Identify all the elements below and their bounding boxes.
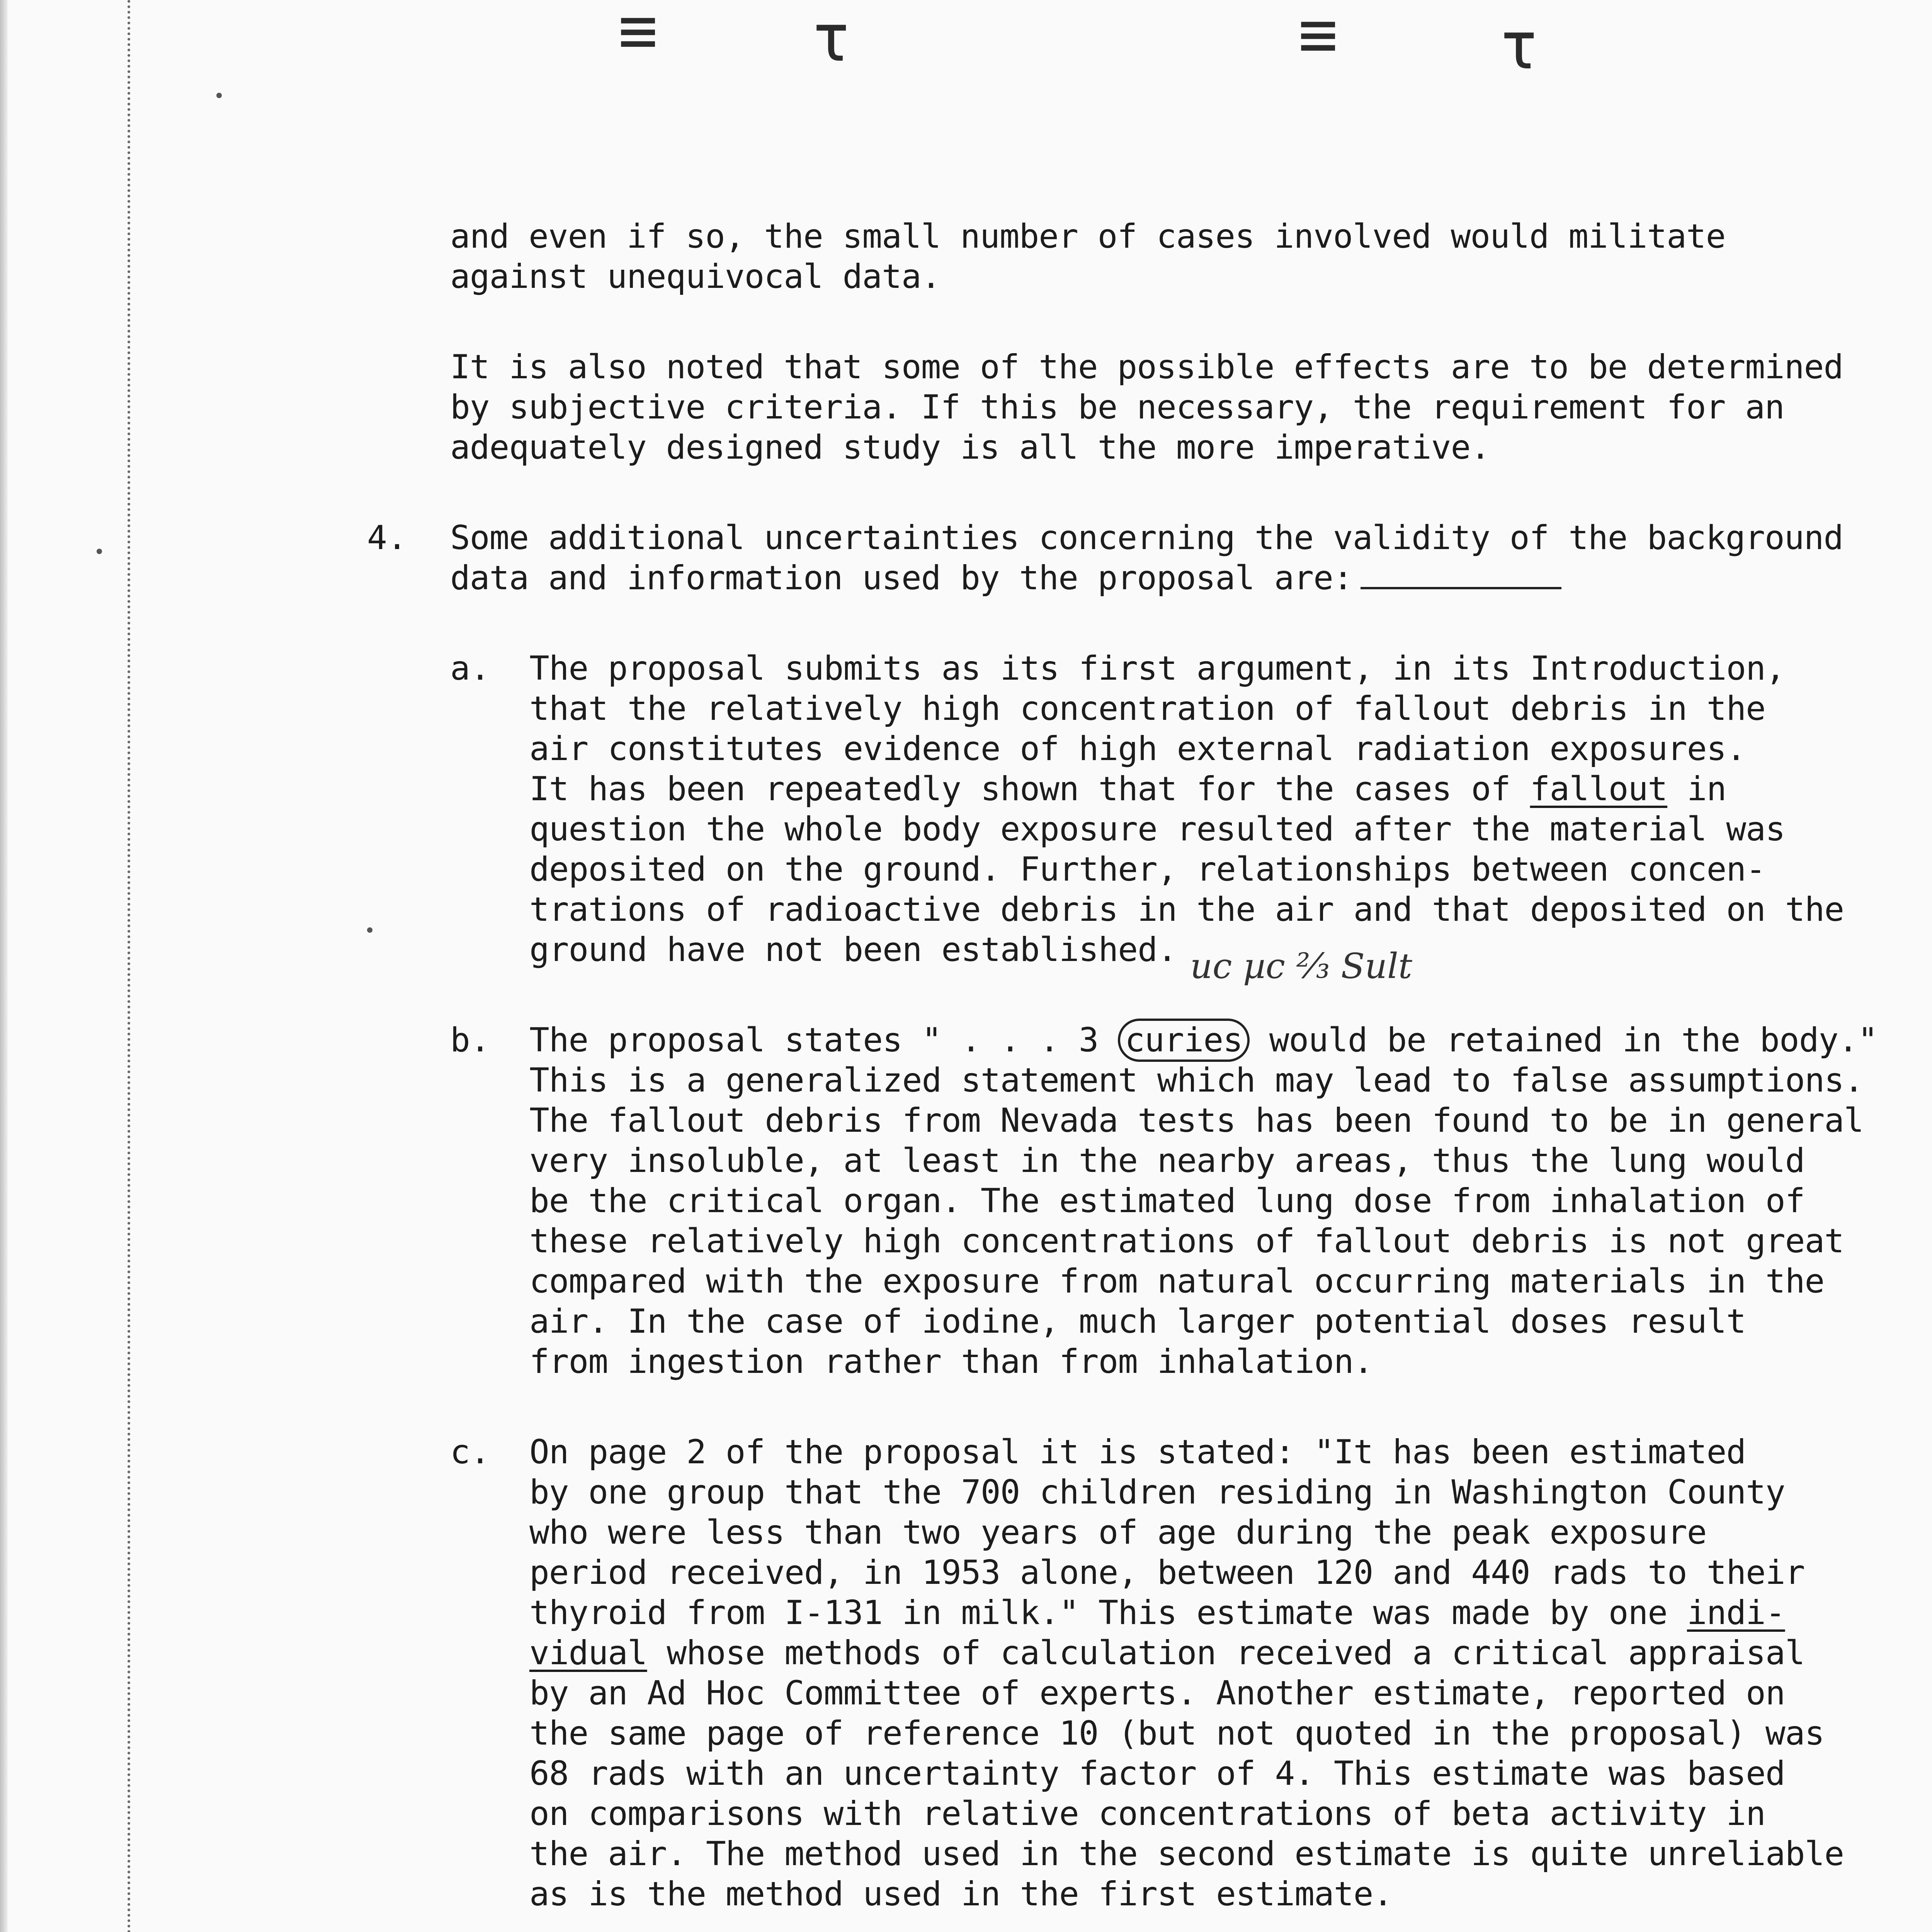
top-mark-2: τ (811, 0, 851, 77)
text-line: It has been repeatedly shown that for the cases of fallout in (529, 770, 1726, 808)
text-line: air. In the case of iodine, much larger potential doses result (529, 1302, 1746, 1341)
handwritten-note: uc µc ⅔ Sult (1190, 946, 1412, 986)
text-line: compared with the exposure from natural occurring materials in the (529, 1262, 1825, 1301)
text-line: who were less than two years of age during the peak exposure (529, 1513, 1707, 1552)
text-line: from ingestion rather than from inhalation. (529, 1342, 1373, 1381)
text-span: data and information used by the proposal are: (450, 559, 1353, 597)
circled-word: curies (1118, 1019, 1250, 1062)
item-4 (367, 518, 1932, 598)
text-line: very insoluble, at least in the nearby areas, thus the lung would (529, 1141, 1805, 1180)
text-line: on comparisons with relative concentrations of beta activity in (529, 1794, 1765, 1833)
text-line: On page 2 of the proposal it is stated: "It has been estimated (529, 1433, 1746, 1471)
subjective-criteria-paragraph (450, 347, 1932, 468)
text-line: by one group that the 700 children residing in Washington County (529, 1473, 1785, 1512)
text-line: these relatively high concentrations of fallout debris is not great (529, 1222, 1844, 1260)
text-line: ground have not been established. (529, 930, 1177, 969)
text-line (529, 1633, 1932, 1673)
text-line: It is also noted that some of the possible effects are to be determined (450, 348, 1844, 386)
text-line: be the critical organ. The estimated lung dose from inhalation of (529, 1182, 1805, 1220)
text-span: The proposal states " . . . 3 (529, 1021, 1118, 1060)
binding-rule (128, 0, 130, 1932)
top-mark-1: ≡ (618, 0, 658, 69)
text-line: air constitutes evidence of high external radiation exposures. (529, 730, 1746, 768)
text-line: by subjective criteria. If this be necessary, the requirement for an (450, 388, 1784, 427)
text-line: against unequivocal data. (450, 257, 941, 296)
item-b (450, 1020, 1932, 1382)
underlined-word: fallout (1530, 770, 1668, 808)
item-a-label: a. (450, 649, 490, 688)
item-c-label: c. (450, 1433, 490, 1471)
text-line: question the whole body exposure resulted after the material was (529, 810, 1785, 849)
text-span: would be retained in the body." (1249, 1021, 1878, 1060)
text-line: Some additional uncertainties concerning the validity of the background (450, 519, 1844, 557)
underlined-word: indi- (1687, 1594, 1785, 1632)
underlined-word: vidual (529, 1634, 647, 1672)
text-line: period received, in 1953 alone, between 120 and 440 rads to their (529, 1553, 1805, 1592)
text-line: that the relatively high concentration of fallout debris in the (529, 689, 1765, 728)
item-a (450, 648, 1932, 986)
document-body (367, 216, 1932, 1932)
scan-speck (97, 549, 102, 554)
item-c (450, 1432, 1932, 1914)
intro-paragraph (450, 216, 1932, 297)
item-b-label: b. (450, 1021, 490, 1060)
scan-edge-shadow (0, 0, 8, 1932)
text-line: by an Ad Hoc Committee of experts. Another estimate, reported on (529, 1674, 1785, 1713)
text-line: adequately designed study is all the more imperative. (450, 428, 1490, 467)
text-line: The proposal submits as its first argument, in its Introduction, (529, 649, 1785, 688)
text-line: The fallout debris from Nevada tests has been found to be in general (529, 1101, 1864, 1140)
text-line: deposited on the ground. Further, relationships between concen- (529, 850, 1765, 889)
text-span: thyroid from I-131 in milk." This estimate was made by one (529, 1594, 1687, 1632)
text-span: whose methods of calculation received a critical appraisal (647, 1634, 1805, 1672)
text-line: the air. The method used in the second estimate is quite unreliable (529, 1835, 1844, 1873)
item-4-number: 4. (367, 519, 407, 557)
text-line: 68 rads with an uncertainty factor of 4. This estimate was based (529, 1754, 1785, 1793)
text-line: and even if so, the small number of cases involved would militate (450, 217, 1726, 256)
top-mark-4: τ (1499, 8, 1539, 84)
text-line: the same page of reference 10 (but not quoted in the proposal) was (529, 1714, 1825, 1753)
text-line: This is a generalized statement which may lead to false assumptions. (529, 1061, 1864, 1100)
text-line (529, 1020, 1932, 1060)
text-line: as is the method used in the first estimate. (529, 1875, 1393, 1913)
scan-speck (367, 927, 372, 933)
top-mark-3: ≡ (1298, 0, 1338, 73)
text-line (529, 1593, 1932, 1633)
scan-speck (216, 93, 222, 98)
handwritten-underline (1361, 587, 1561, 589)
text-line (450, 558, 1932, 598)
text-line: trations of radioactive debris in the air and that deposited on the (529, 890, 1844, 929)
